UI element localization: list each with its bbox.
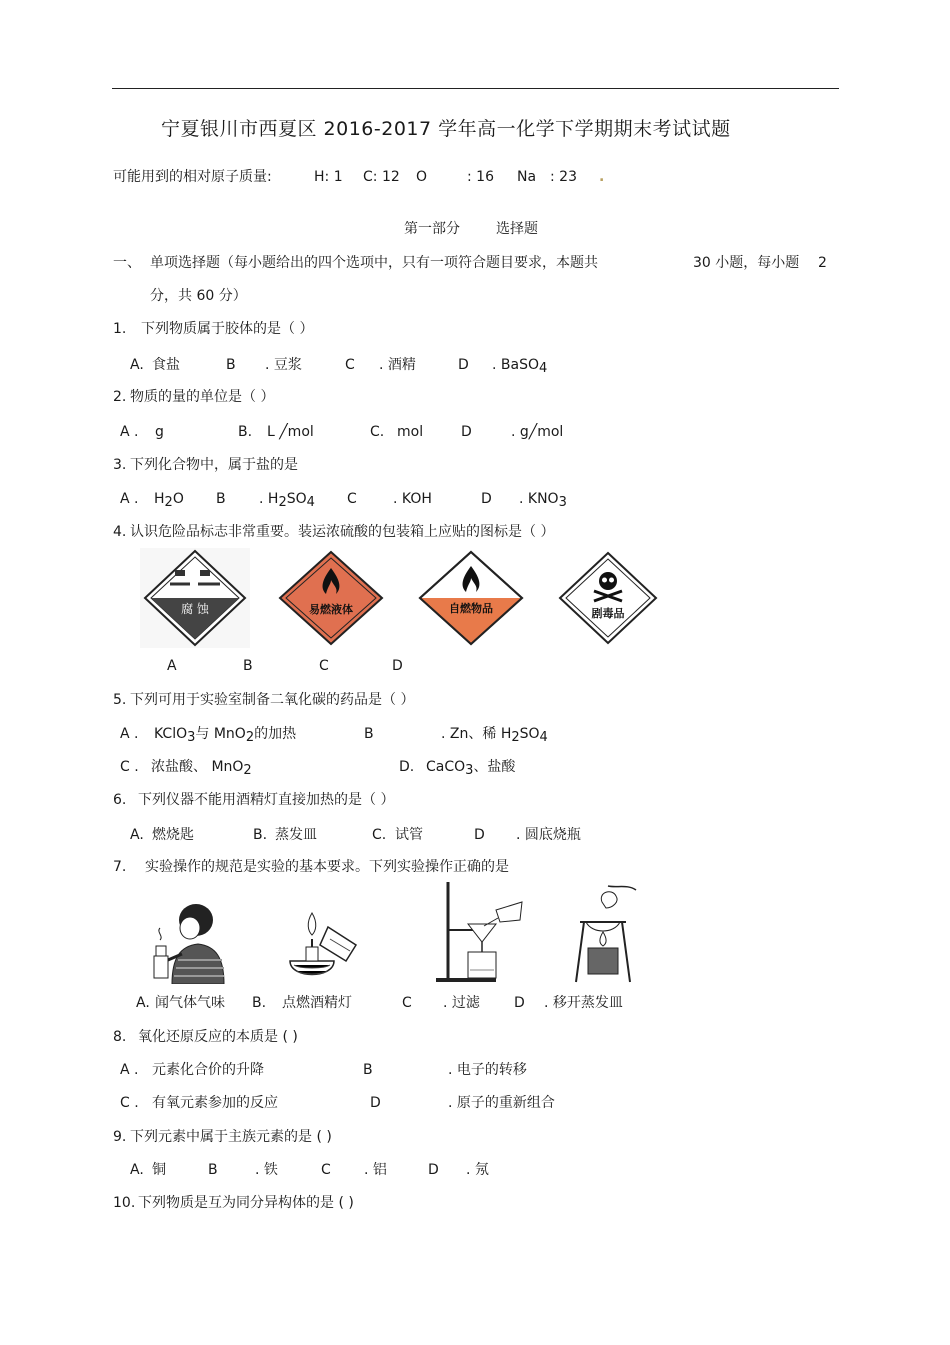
image-label-b: B <box>243 658 253 674</box>
option-b-letter: B <box>364 726 374 742</box>
flammable-liquid-sign-icon <box>276 550 386 646</box>
option-c: . KOH <box>393 491 432 507</box>
option-c: 有氧元素参加的反应 <box>152 1095 278 1111</box>
question-text: 下列可用于实验室制备二氧化碳的药品是（ ） <box>130 692 415 708</box>
option-d: . BaSO4 <box>492 357 548 376</box>
sign-label: 剧毒品 <box>591 607 625 620</box>
option-d: . g╱mol <box>511 424 564 440</box>
option-d: . KNO3 <box>519 491 567 510</box>
sign-label: 易燃液体 <box>309 603 353 616</box>
option-b: . 铁 <box>255 1162 278 1178</box>
option-c: 浓盐酸、 MnO2 <box>151 759 252 778</box>
option-b-letter: B. <box>253 827 268 843</box>
question-text: 下列仪器不能用酒精灯直接加热的是（ ） <box>138 792 395 808</box>
toxic-sign-icon <box>556 551 660 645</box>
instructions-line2: 分，共 60 分） <box>150 288 247 304</box>
option-c: 试管 <box>395 827 423 843</box>
option-c: . 铝 <box>364 1162 387 1178</box>
option-b: 蒸发皿 <box>275 827 317 843</box>
option-d: . 原子的重新组合 <box>448 1095 555 1111</box>
option-a: g <box>155 424 164 440</box>
option-a-letter: A. <box>130 357 144 373</box>
instructions-points: 2 <box>818 255 827 271</box>
atomic-mass-o-value: : 16 <box>467 169 494 185</box>
option-d: . 圆底烧瓶 <box>516 827 581 843</box>
image-label-d: . 移开蒸发皿 <box>544 995 623 1011</box>
option-a: 铜 <box>152 1162 166 1178</box>
option-a-letter: A. <box>130 827 144 843</box>
option-c-letter: C. <box>372 827 387 843</box>
option-b: . 豆浆 <box>265 357 302 373</box>
option-c-letter: C . <box>120 759 139 775</box>
atomic-mass-c: C: 12 <box>363 169 400 185</box>
option-d-letter: D <box>458 357 469 373</box>
question-number: 9. <box>113 1129 127 1145</box>
page-title: 宁夏银川市西夏区 2016-2017 学年高一化学下学期期末考试试题 <box>161 118 731 140</box>
atomic-mass-na: Na <box>517 169 537 185</box>
section-name: 选择题 <box>496 221 538 237</box>
option-d-letter: D. <box>399 759 415 775</box>
option-c-letter: C. <box>370 424 385 440</box>
question-text: 认识危险品标志非常重要。装运浓硫酸的包装箱上应贴的图标是（ ） <box>130 524 555 540</box>
option-c: . 酒精 <box>379 357 416 373</box>
option-b-letter: B <box>208 1162 218 1178</box>
option-d-letter: D <box>461 424 472 440</box>
option-c-letter: C <box>347 491 357 507</box>
image-label-c: C <box>319 658 329 674</box>
filtration-illustration-icon <box>432 880 528 984</box>
question-text: 实验操作的规范是实验的基本要求。下列实验操作正确的是 <box>145 859 509 875</box>
question-number: 8. <box>113 1029 127 1045</box>
option-a-letter: A . <box>120 491 139 507</box>
option-b: . 电子的转移 <box>448 1062 527 1078</box>
question-number: 7. <box>113 859 127 875</box>
question-text: 下列物质属于胶体的是（ ） <box>141 321 314 337</box>
header-rule <box>112 88 839 89</box>
atomic-mass-o: O <box>416 169 428 185</box>
option-c-letter: C <box>345 357 355 373</box>
option-b: . H2SO4 <box>259 491 315 510</box>
option-a-letter: A . <box>120 1062 139 1078</box>
question-number: 6. <box>113 792 127 808</box>
image-label-a-letter: A. <box>136 995 150 1011</box>
sign-label: 腐 蚀 <box>181 602 209 616</box>
question-number: 4. <box>113 524 127 540</box>
option-d-letter: D <box>481 491 492 507</box>
instructions-count: 30 小题，每小题 <box>693 255 800 271</box>
image-label-c-letter: C <box>402 995 412 1011</box>
option-a: 食盐 <box>152 357 180 373</box>
image-label-b: 点燃酒精灯 <box>282 995 352 1011</box>
question-text: 物质的量的单位是（ ） <box>130 389 275 405</box>
question-text: 氧化还原反应的本质是 ( ) <box>138 1029 298 1045</box>
instructions-text: 单项选择题（每小题给出的四个选项中，只有一项符合题目要求，本题共 <box>150 255 598 271</box>
option-d-letter: D <box>428 1162 439 1178</box>
option-c-letter: C <box>321 1162 331 1178</box>
spontaneously-combustible-sign-icon <box>416 550 526 646</box>
option-d: CaCO3、盐酸 <box>426 759 516 778</box>
option-a-letter: A. <box>130 1162 144 1178</box>
option-b-letter: B. <box>238 424 253 440</box>
smelling-gas-illustration-icon <box>138 898 230 984</box>
atomic-mass-mark: . <box>599 169 605 185</box>
corrosive-sign-icon <box>140 548 250 648</box>
option-a-letter: A . <box>120 726 139 742</box>
option-a: KClO3与 MnO2的加热 <box>154 726 297 745</box>
section-part: 第一部分 <box>404 221 460 237</box>
option-d: . 氖 <box>466 1162 489 1178</box>
option-b-letter: B <box>216 491 226 507</box>
option-c-letter: C . <box>120 1095 139 1111</box>
option-a: H2O <box>154 491 184 510</box>
option-b: L ╱mol <box>267 424 314 440</box>
question-text: 下列元素中属于主族元素的是 ( ) <box>130 1129 332 1145</box>
image-label-b-letter: B. <box>252 995 267 1011</box>
question-number: 5. <box>113 692 127 708</box>
image-label-a: 闻气体气味 <box>155 995 225 1011</box>
image-label-d: D <box>392 658 403 674</box>
question-number: 2. <box>113 389 127 405</box>
instructions-number: 一、 <box>113 255 141 271</box>
image-label-d-letter: D <box>514 995 525 1011</box>
atomic-mass-na-value: : 23 <box>550 169 577 185</box>
option-a: 元素化合价的升降 <box>152 1062 264 1078</box>
option-b: . Zn、稀 H2SO4 <box>441 726 548 745</box>
option-a: 燃烧匙 <box>152 827 194 843</box>
question-number: 1. <box>113 321 127 337</box>
option-b-letter: B <box>226 357 236 373</box>
lighting-alcohol-lamp-illustration-icon <box>280 905 364 985</box>
image-label-a: A <box>167 658 177 674</box>
image-label-c: . 过滤 <box>443 995 480 1011</box>
option-d-letter: D <box>370 1095 381 1111</box>
removing-evaporating-dish-illustration-icon <box>572 882 642 984</box>
option-d-letter: D <box>474 827 485 843</box>
sign-label: 自燃物品 <box>449 602 493 615</box>
question-text: 下列化合物中，属于盐的是 <box>130 457 298 473</box>
atomic-mass-label: 可能用到的相对原子质量: <box>113 169 272 185</box>
atomic-mass-h: H: 1 <box>314 169 343 185</box>
option-b-letter: B <box>363 1062 373 1078</box>
option-c: mol <box>397 424 424 440</box>
question-text: 下列物质是互为同分异构体的是 ( ) <box>138 1195 354 1211</box>
question-number: 3. <box>113 457 127 473</box>
question-number: 10. <box>113 1195 136 1211</box>
option-a-letter: A . <box>120 424 139 440</box>
